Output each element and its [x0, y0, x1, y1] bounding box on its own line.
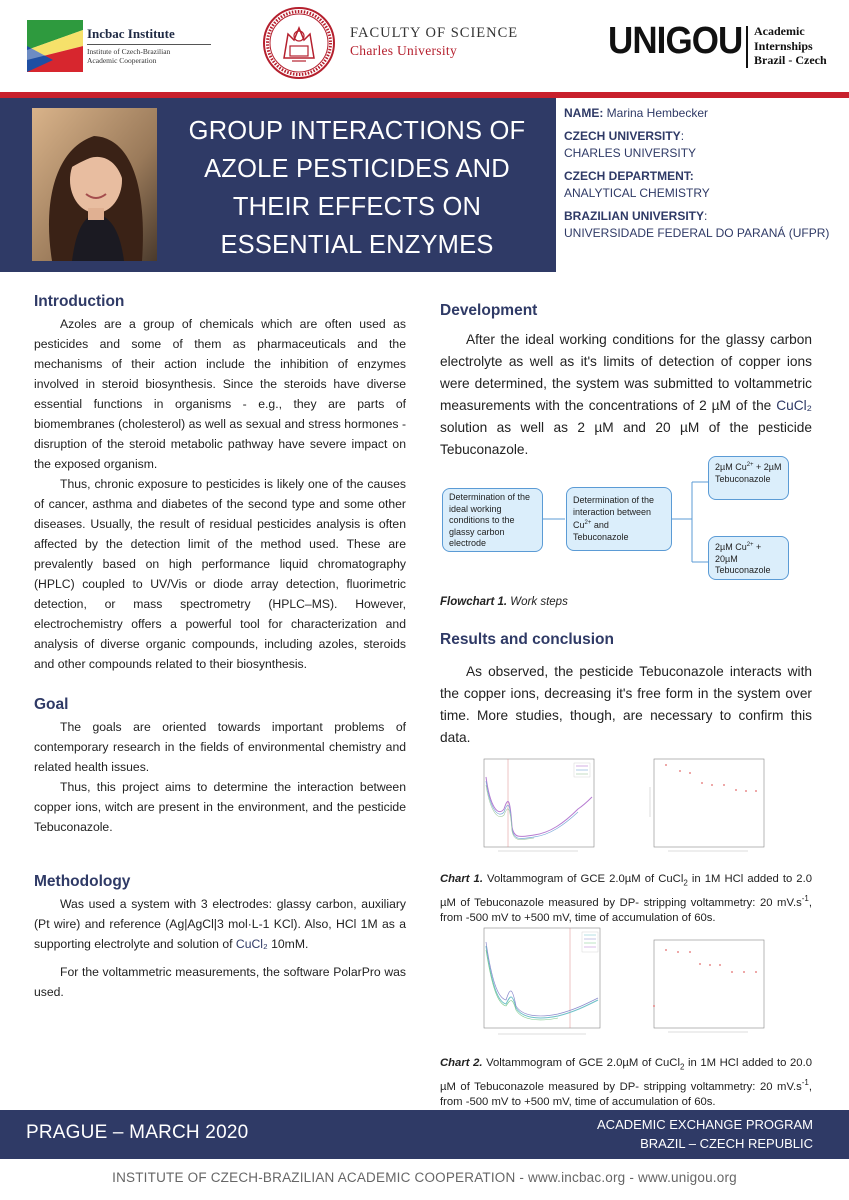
- name-value: Marina Hembecker: [603, 106, 709, 120]
- unigou-sub-2: Internships: [754, 38, 813, 53]
- footer-program: [597, 1115, 813, 1153]
- chart2-caption-c: in 1M HCl added to 20.0 µM of Tebuconazole measured by DP- stripping voltammetry: 20 mV.s: [440, 1057, 812, 1093]
- footer-bar: [0, 1110, 849, 1159]
- title-line-2: AZOLE PESTICIDES AND: [204, 155, 510, 183]
- introduction-heading: Introduction: [34, 293, 125, 310]
- results-paragraph: As observed, the pesticide Tebuconazole interacts with the copper ions, decreasing it's free form in the system over time. More studies, though, are necessary to confirm this data.: [440, 664, 812, 745]
- methodology-paragraph-2: For the voltammetric measurements, the software PolarPro was used.: [34, 965, 406, 999]
- info-czech-university: CZECH UNIVERSITY: CHARLES UNIVERSITY: [564, 128, 844, 162]
- flow-box2-text-a: Determination of the interaction between Cu: [573, 495, 655, 530]
- title-line-4: ESSENTIAL ENZYMES: [220, 231, 494, 259]
- incbac-rule: [87, 44, 211, 45]
- incbac-logo: [27, 20, 187, 72]
- development-text-b: solution as well as 2 µM and 20 µM of the pesticide Tebuconazole.: [440, 420, 812, 457]
- footer-program-line-1: ACADEMIC EXCHANGE PROGRAM: [597, 1117, 813, 1132]
- flow-box4-text-a: 2µM Cu: [715, 542, 747, 552]
- incbac-flag-icon: [27, 20, 83, 72]
- flowchart-caption: [440, 595, 568, 610]
- development-text-a: After the ideal working conditions for the glassy carbon electrolyte as well as it's limits of detection of copper ions were determined, the system was submitted to voltammetric measurements with the concentrations of 2 µM of the: [440, 332, 812, 413]
- incbac-sub-line-1: Institute of Czech-Brazilian: [87, 47, 171, 56]
- chart2-caption-bold: Chart 2.: [440, 1057, 483, 1069]
- footer-location-date: PRAGUE – MARCH 2020: [26, 1122, 249, 1143]
- university-name: Charles University: [350, 43, 458, 58]
- flow-box3-sup: 2+: [746, 462, 754, 468]
- czech-department-value: ANALYTICAL CHEMISTRY: [564, 186, 710, 200]
- flow-box2-sup: 2+: [584, 520, 592, 526]
- goal-paragraph-2: Thus, this project aims to determine the interaction between copper ions, witch are present in the environment, and the pesticide Tebuconazole.: [34, 780, 406, 834]
- poster-title: [168, 112, 546, 264]
- right-column: [440, 302, 812, 461]
- chart2-caption-a: Voltammogram of GCE 2.0µM of CuCl: [482, 1057, 680, 1069]
- footer-note: INSTITUTE OF CZECH-BRAZILIAN ACADEMIC COOPERATION - www.incbac.org - www.unigou.org: [112, 1170, 737, 1185]
- chart1-peak-vs-time: [648, 757, 766, 859]
- methodology-paragraph-1: [34, 894, 406, 954]
- flowchart-caption-text: Work steps: [507, 596, 568, 608]
- goal-heading: Goal: [34, 696, 69, 713]
- chart2-caption-sup: -1: [801, 1077, 809, 1087]
- unigou-sub-1: Academic: [754, 24, 805, 38]
- chart1-caption: [440, 872, 812, 927]
- footer-program-line-2: BRAZIL – CZECH REPUBLIC: [640, 1136, 813, 1151]
- faculty-block: [350, 25, 518, 59]
- flow-box-interaction: [566, 487, 672, 551]
- development-paragraph: [440, 329, 812, 461]
- chart2-peak-vs-time: [648, 938, 768, 1040]
- methodology-text-b: 10mM.: [267, 937, 309, 951]
- chart1-caption-bold: Chart 1.: [440, 873, 483, 885]
- czech-university-value: CHARLES UNIVERSITY: [564, 146, 697, 160]
- unigou-logo: UNIGOU: [608, 20, 743, 62]
- development-heading: Development: [440, 302, 538, 319]
- flow-box-20um-tebuconazole: [708, 536, 789, 580]
- chart1-voltammogram: [478, 757, 598, 859]
- brazilian-university-value: UNIVERSIDADE FEDERAL DO PARANÁ (UFPR): [564, 226, 830, 240]
- flowchart-caption-bold: Flowchart 1.: [440, 596, 508, 608]
- chart2-caption-d: , from -500 mV to +500 mV, time of accumulation of 60s.: [440, 1080, 812, 1109]
- unigou-sub-3: Brazil - Czech: [754, 53, 827, 67]
- title-line-3: THEIR EFFECTS ON: [232, 193, 482, 221]
- flow-box3-text-a: 2µM Cu: [715, 462, 747, 472]
- author-photo: [32, 108, 157, 261]
- introduction-paragraph-2: Thus, chronic exposure to pesticides is likely one of the causes of cancer, asthma and diabetes of the second type and some other diseases. Usually, the result of residual pesticides analysis is often affected by the detection limit of the method used. These are prevalently based on high performance liquid chromatography (HPLC) coupled to UV/Vis or diode array detection, fluorimetric detection, or mass spectrometry (HPLC–MS). However, electrochemistry offers a powerful tool for characterization and analysis of diverse organic compounds, including azoles, steroids and other compounds related to their biosynthesis.: [34, 477, 406, 671]
- chart1-caption-a: Voltammogram of GCE 2.0µM of CuCl: [482, 873, 684, 885]
- charles-university-seal-icon: [262, 6, 336, 80]
- brazilian-university-label: BRAZILIAN UNIVERSITY: [564, 209, 705, 223]
- chart2-caption: [440, 1056, 812, 1111]
- methodology-cucl2: CuCl₂: [235, 937, 268, 951]
- unigou-divider: [746, 26, 748, 68]
- methodology-heading: Methodology: [34, 873, 131, 890]
- flow-box2-text-b: and Tebuconazole: [573, 520, 629, 542]
- unigou-subtitle: [754, 24, 827, 68]
- introduction-paragraph-1: Azoles are a group of chemicals which are often used as pesticides and some of them as pharmaceuticals and the mechanisms of their action include the inhibition of enzymes involved in steroid biosynthesis. Since the steroids have diverse essential functions in organisms - e.g., they are parts of biomembranes (cholesterol) as well as sexual and stress hormones - disruption of the steroid metabolic pathway have severe impact on the exposed organism.: [34, 317, 406, 471]
- flow-box-2um-tebuconazole: [708, 456, 789, 500]
- info-name: [564, 105, 844, 122]
- methodology-text-a: Was used a system with 3 electrodes: glassy carbon, auxiliary (Pt wire) and reference (Ag|AgCl|3 mol·L-1 KCl). Also, HCl 1M as a supporting electrolyte and solution of: [34, 897, 406, 951]
- results-heading: Results and conclusion: [440, 631, 614, 648]
- flow-box-ideal-conditions: Determination of the ideal working conditions to the glassy carbon electrode: [442, 488, 543, 552]
- czech-department-label: CZECH DEPARTMENT:: [564, 169, 694, 183]
- czech-university-label: CZECH UNIVERSITY: [564, 129, 681, 143]
- incbac-sub-line-2: Academic Cooperation: [87, 56, 157, 65]
- chart2-caption-sub: 2: [679, 1062, 685, 1072]
- flow-box3-text-b: + 2µM Tebuconazole: [715, 462, 782, 484]
- chart1-caption-d: , from -500 mV to +500 mV, time of accumulation of 60s.: [440, 896, 812, 925]
- left-column: [34, 293, 406, 1002]
- development-cucl2: CuCl₂: [776, 398, 812, 413]
- goal-paragraph-1: The goals are oriented towards important problems of contemporary research in the fields of environmental chemistry and related health issues.: [34, 720, 406, 774]
- info-brazilian-university: BRAZILIAN UNIVERSITY: UNIVERSIDADE FEDERAL DO PARANÁ (UFPR): [564, 208, 844, 242]
- chart1-caption-sub: 2: [683, 878, 688, 888]
- faculty-name: FACULTY OF SCIENCE: [350, 25, 519, 41]
- author-info: [564, 105, 844, 248]
- author-portrait-icon: [32, 108, 157, 261]
- title-line-1: GROUP INTERACTIONS OF: [188, 117, 526, 145]
- name-label: NAME:: [564, 106, 604, 120]
- info-czech-department: [564, 168, 844, 202]
- chart1-caption-c: in 1M HCl added to 2.0 µM of Tebuconazole measured by DP- stripping voltammetry: 20 mV.s: [440, 873, 813, 909]
- incbac-subtitle: [87, 47, 217, 65]
- chart2-voltammogram: [478, 926, 604, 1042]
- incbac-name: Incbac Institute: [87, 26, 175, 41]
- header: [0, 0, 849, 92]
- flow-box4-sup: 2+: [746, 542, 754, 548]
- chart1-caption-sup: -1: [801, 893, 809, 903]
- results-section: [440, 631, 812, 749]
- flow-box4-text-b: + 20µM Tebuconazole: [715, 542, 771, 575]
- flowchart: [440, 452, 812, 587]
